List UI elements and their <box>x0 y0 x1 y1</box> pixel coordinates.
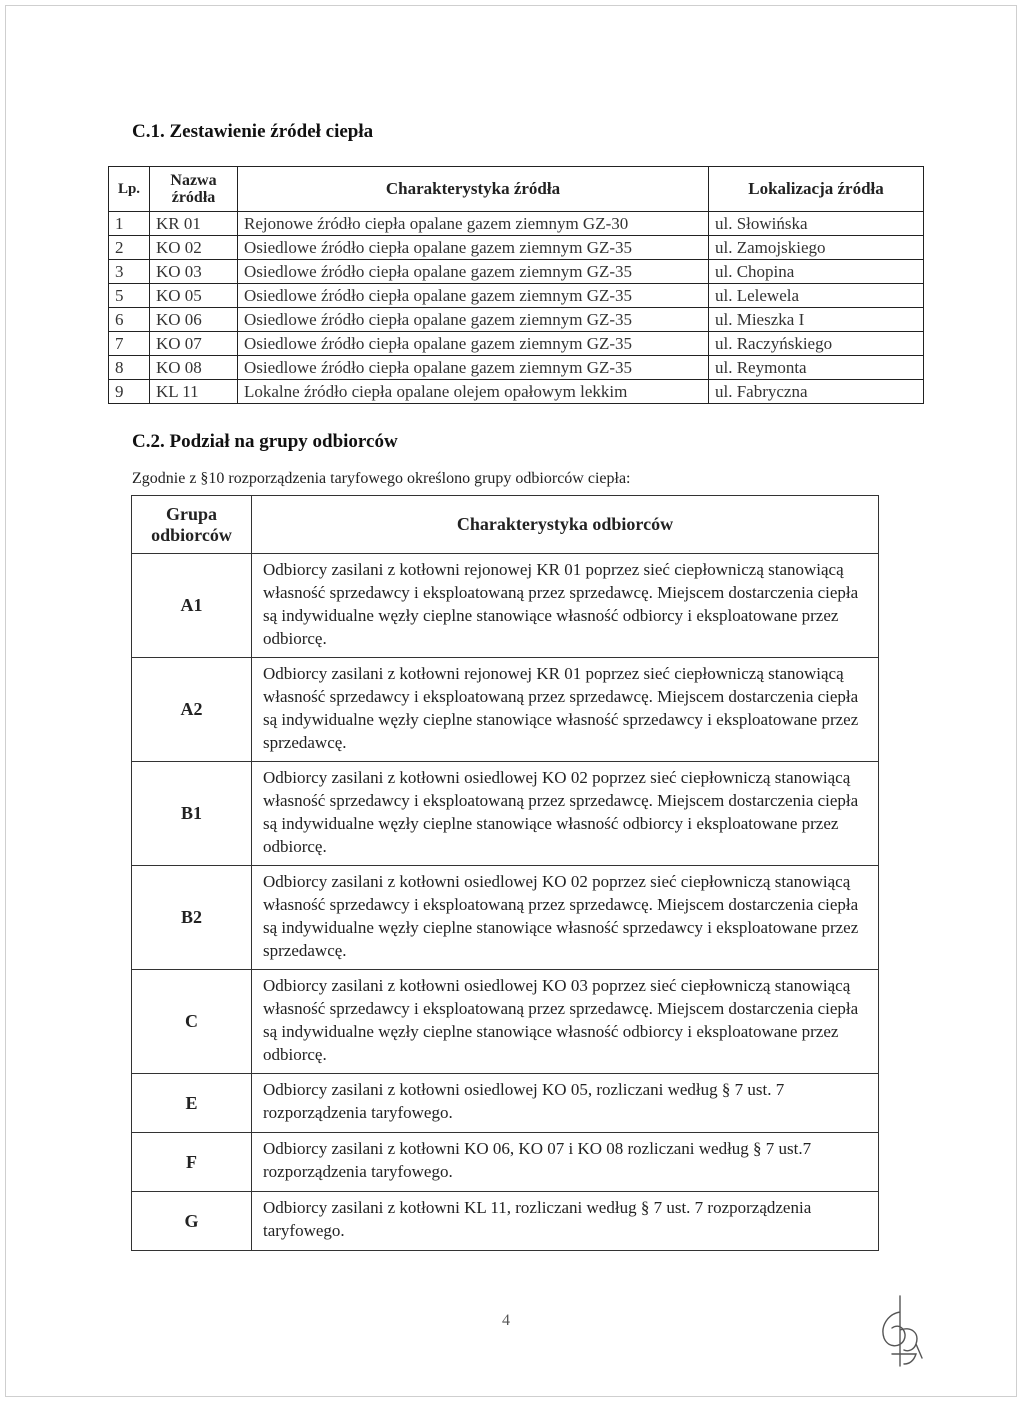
cell-lp: 9 <box>109 380 150 404</box>
cell-lp: 8 <box>109 356 150 380</box>
section-title-sources: C.1. Zestawienie źródeł ciepła <box>132 121 374 142</box>
cell-grupa: E <box>132 1074 252 1133</box>
cell-lp: 2 <box>109 236 150 260</box>
cell-charakterystyka: Osiedlowe źródło ciepła opalane gazem ziemnym GZ-35 <box>238 332 709 356</box>
header-grupa: Grupa odbiorców <box>132 496 252 554</box>
cell-lp: 5 <box>109 284 150 308</box>
table-row <box>109 308 924 332</box>
table-row <box>132 658 879 762</box>
cell-charakterystyka: Osiedlowe źródło ciepła opalane gazem ziemnym GZ-35 <box>238 308 709 332</box>
cell-lp: 3 <box>109 260 150 284</box>
cell-lp: 7 <box>109 332 150 356</box>
table-row <box>132 866 879 970</box>
cell-nazwa: KO 02 <box>150 236 238 260</box>
cell-lokalizacja: ul. Słowińska <box>709 212 924 236</box>
table-row <box>132 1192 879 1251</box>
cell-charakterystyka: Osiedlowe źródło ciepła opalane gazem ziemnym GZ-35 <box>238 260 709 284</box>
table-header-row <box>109 167 924 212</box>
cell-lokalizacja: ul. Reymonta <box>709 356 924 380</box>
header-nazwa: Nazwa źródła <box>150 167 238 212</box>
table-row <box>132 1133 879 1192</box>
cell-nazwa: KR 01 <box>150 212 238 236</box>
cell-grupa: B1 <box>132 762 252 866</box>
cell-lokalizacja: ul. Zamojskiego <box>709 236 924 260</box>
cell-grupa: C <box>132 970 252 1074</box>
cell-grupa: G <box>132 1192 252 1251</box>
cell-nazwa: KL 11 <box>150 380 238 404</box>
section-title-groups: C.2. Podział na grupy odbiorców <box>132 431 398 452</box>
handwritten-signature <box>870 1292 930 1372</box>
page-number: 4 <box>502 1312 510 1329</box>
cell-charakterystyka: Lokalne źródło ciepła opalane olejem opałowym lekkim <box>238 380 709 404</box>
cell-nazwa: KO 05 <box>150 284 238 308</box>
cell-charakterystyka: Osiedlowe źródło ciepła opalane gazem ziemnym GZ-35 <box>238 356 709 380</box>
cell-lp: 1 <box>109 212 150 236</box>
cell-opis: Odbiorcy zasilani z kotłowni osiedlowej KO 02 poprzez sieć ciepłowniczą stanowiącą własność sprzedawcy i eksploatowaną przez sprzedawcę. Miejscem dostarczenia ciepła są indywidualne węzły cieplne stanowiące własność odbiorcy i eksploatowane przez odbiorcę. <box>252 762 879 866</box>
table-row <box>109 284 924 308</box>
cell-nazwa: KO 03 <box>150 260 238 284</box>
table-row <box>109 236 924 260</box>
cell-opis: Odbiorcy zasilani z kotłowni osiedlowej KO 03 poprzez sieć ciepłowniczą stanowiącą własność sprzedawcy i eksploatowaną przez sprzedawcę. Miejscem dostarczenia ciepła są indywidualne węzły cieplne stanowiące własność odbiorcy i eksploatowane przez odbiorcę. <box>252 970 879 1074</box>
table-row <box>109 380 924 404</box>
cell-lokalizacja: ul. Fabryczna <box>709 380 924 404</box>
cell-nazwa: KO 07 <box>150 332 238 356</box>
table-row <box>109 332 924 356</box>
table-row <box>109 260 924 284</box>
table-header-row <box>132 496 879 554</box>
header-lokalizacja: Lokalizacja źródła <box>709 167 924 212</box>
groups-intro-text: Zgodnie z §10 rozporządzenia taryfowego określono grupy odbiorców ciepła: <box>132 470 631 487</box>
cell-charakterystyka: Osiedlowe źródło ciepła opalane gazem ziemnym GZ-35 <box>238 236 709 260</box>
cell-grupa: A1 <box>132 554 252 658</box>
table-row <box>132 762 879 866</box>
header-charakterystyka: Charakterystyka źródła <box>238 167 709 212</box>
table-row <box>132 554 879 658</box>
cell-opis: Odbiorcy zasilani z kotłowni osiedlowej KO 02 poprzez sieć ciepłowniczą stanowiącą własność sprzedawcy i eksploatowaną przez sprzedawcę. Miejscem dostarczenia ciepła są indywidualne węzły cieplne stanowiące własność sprzedawcy i eksploatowane przez sprzedawcę. <box>252 866 879 970</box>
header-charakterystyka-odbiorcow: Charakterystyka odbiorców <box>252 496 879 554</box>
cell-opis: Odbiorcy zasilani z kotłowni KL 11, rozliczani według § 7 ust. 7 rozporządzenia taryfowego. <box>252 1192 879 1251</box>
cell-grupa: B2 <box>132 866 252 970</box>
cell-lokalizacja: ul. Chopina <box>709 260 924 284</box>
cell-opis: Odbiorcy zasilani z kotłowni rejonowej KR 01 poprzez sieć ciepłowniczą stanowiącą własność sprzedawcy i eksploatowaną przez sprzedawcę. Miejscem dostarczenia ciepła są indywidualne węzły cieplne stanowiące własność sprzedawcy i eksploatowane przez sprzedawcę. <box>252 658 879 762</box>
cell-charakterystyka: Osiedlowe źródło ciepła opalane gazem ziemnym GZ-35 <box>238 284 709 308</box>
table-row <box>109 212 924 236</box>
cell-lokalizacja: ul. Mieszka I <box>709 308 924 332</box>
heat-sources-table <box>108 166 924 404</box>
cell-grupa: A2 <box>132 658 252 762</box>
cell-lokalizacja: ul. Lelewela <box>709 284 924 308</box>
cell-nazwa: KO 06 <box>150 308 238 332</box>
table-row <box>109 356 924 380</box>
cell-opis: Odbiorcy zasilani z kotłowni osiedlowej KO 05, rozliczani według § 7 ust. 7 rozporządzenia taryfowego. <box>252 1074 879 1133</box>
cell-grupa: F <box>132 1133 252 1192</box>
table-row <box>132 970 879 1074</box>
cell-opis: Odbiorcy zasilani z kotłowni KO 06, KO 07 i KO 08 rozliczani według § 7 ust.7 rozporządzenia taryfowego. <box>252 1133 879 1192</box>
cell-nazwa: KO 08 <box>150 356 238 380</box>
table-row <box>132 1074 879 1133</box>
cell-opis: Odbiorcy zasilani z kotłowni rejonowej KR 01 poprzez sieć ciepłowniczą stanowiącą własność sprzedawcy i eksploatowaną przez sprzedawcę. Miejscem dostarczenia ciepła są indywidualne węzły cieplne stanowiące własność odbiorcy i eksploatowane przez odbiorcę. <box>252 554 879 658</box>
header-lp: Lp. <box>109 167 150 212</box>
cell-lokalizacja: ul. Raczyńskiego <box>709 332 924 356</box>
customer-groups-table <box>131 495 879 1251</box>
cell-lp: 6 <box>109 308 150 332</box>
cell-charakterystyka: Rejonowe źródło ciepła opalane gazem ziemnym GZ-30 <box>238 212 709 236</box>
